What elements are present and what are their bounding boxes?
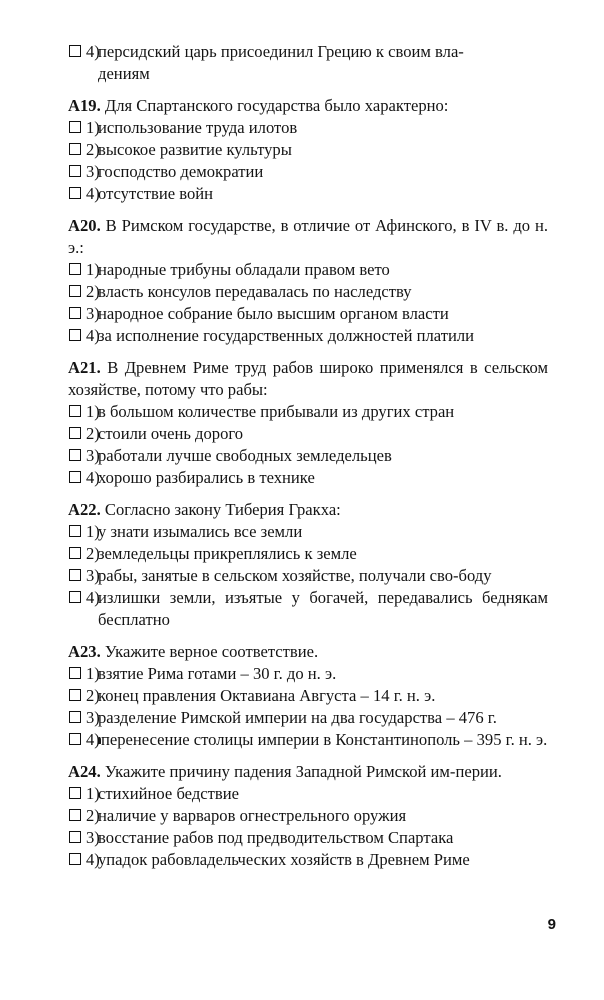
question-text-a21: В Древнем Риме труд рабов широко применялся в сельском хозяйстве, потому что рабы: [68, 358, 548, 399]
empty-checkbox-icon[interactable] [69, 667, 81, 679]
option-number: 4) [86, 730, 100, 749]
option-a22-2[interactable] [68, 543, 548, 565]
option-text: власть консулов передавалась по наследству [98, 282, 412, 301]
option-text: использование труда илотов [98, 118, 298, 137]
option-text: народные трибуны обладали правом вето [98, 260, 390, 279]
option-number: 3) [86, 304, 100, 323]
option-text: перенесение столицы империи в Константинополь – 395 г. н. э. [101, 730, 548, 749]
empty-checkbox-icon[interactable] [69, 471, 81, 483]
option-text: земледельцы прикреплялись к земле [98, 544, 357, 563]
option-number: 3) [86, 566, 100, 585]
option-text: за исполнение государственных должностей платили [98, 326, 475, 345]
option-a21-1[interactable] [68, 401, 548, 423]
question-label-a20: A20. [68, 216, 101, 235]
question-text-a24: Укажите причину падения Западной Римской им-перии. [104, 762, 502, 781]
empty-checkbox-icon[interactable] [69, 547, 81, 559]
empty-checkbox-icon[interactable] [69, 733, 81, 745]
option-a20-1[interactable] [68, 259, 548, 281]
option-number: 4) [86, 184, 100, 203]
option-a20-3[interactable] [68, 303, 548, 325]
option-number: 1) [86, 522, 100, 541]
question-stem-a20 [68, 215, 548, 259]
option-number: 1) [86, 664, 100, 683]
empty-checkbox-icon[interactable] [69, 525, 81, 537]
question-text-a20: В Римском государстве, в отличие от Афинского, в IV в. до н. э.: [68, 216, 548, 257]
question-text-a23: Укажите верное соответствие. [104, 642, 319, 661]
option-number: 1) [86, 402, 100, 421]
option-a24-1[interactable] [68, 783, 548, 805]
option-number: 3) [86, 708, 100, 727]
option-text: хорошо разбирались в технике [98, 468, 315, 487]
question-block-a20 [68, 215, 548, 347]
option-text: народное собрание было высшим органом власти [98, 304, 449, 323]
option-number: 1) [86, 784, 100, 803]
option-text: разделение Римской империи на два государства – 476 г. [98, 708, 497, 727]
empty-checkbox-icon[interactable] [69, 427, 81, 439]
option-a23-3[interactable] [68, 707, 548, 729]
option-a21-3[interactable] [68, 445, 548, 467]
option-a23-1[interactable] [68, 663, 548, 685]
option-text: рабы, занятые в сельском хозяйстве, получали сво-боду [98, 566, 492, 585]
question-text-a22: Согласно закону Тиберия Гракха: [104, 500, 341, 519]
question-label-a22: A22. [68, 500, 101, 519]
option-number: 3) [86, 446, 100, 465]
question-label-a21: A21. [68, 358, 101, 377]
option-text: высокое развитие культуры [98, 140, 292, 159]
empty-checkbox-icon[interactable] [69, 809, 81, 821]
empty-checkbox-icon[interactable] [69, 45, 81, 57]
option-number: 2) [86, 686, 100, 705]
question-stem-a21 [68, 357, 548, 401]
question-label-a24: A24. [68, 762, 101, 781]
option-a19-1[interactable] [68, 117, 548, 139]
question-stem-a23 [68, 641, 548, 663]
option-a23-2[interactable] [68, 685, 548, 707]
empty-checkbox-icon[interactable] [69, 165, 81, 177]
option-a22-1[interactable] [68, 521, 548, 543]
question-text-a19: Для Спартанского государства было характерно: [104, 96, 449, 115]
empty-checkbox-icon[interactable] [69, 711, 81, 723]
empty-checkbox-icon[interactable] [69, 569, 81, 581]
empty-checkbox-icon[interactable] [69, 143, 81, 155]
option-a20-4[interactable] [68, 325, 548, 347]
option-number: 2) [86, 282, 100, 301]
option-number: 1) [86, 260, 100, 279]
option-a19-4[interactable] [68, 183, 548, 205]
question-block-a23 [68, 641, 548, 751]
option-number: 4) [86, 468, 100, 487]
option-number: 2) [86, 544, 100, 563]
carryover-option[interactable] [68, 41, 548, 85]
option-a23-4[interactable] [68, 729, 548, 751]
empty-checkbox-icon[interactable] [69, 831, 81, 843]
option-a22-3[interactable] [68, 565, 548, 587]
option-number: 2) [86, 424, 100, 443]
option-number: 2) [86, 806, 100, 825]
page-content [68, 41, 548, 871]
option-a22-4[interactable] [68, 587, 548, 631]
option-number: 4) [86, 588, 100, 607]
question-stem-a19 [68, 95, 548, 117]
carryover-option-line-2: дениям [98, 64, 150, 83]
empty-checkbox-icon[interactable] [69, 689, 81, 701]
empty-checkbox-icon[interactable] [69, 449, 81, 461]
question-stem-a24 [68, 761, 548, 783]
option-number: 4) [86, 850, 100, 869]
question-stem-a22 [68, 499, 548, 521]
option-number: 3) [86, 162, 100, 181]
option-a24-3[interactable] [68, 827, 548, 849]
question-block-a21 [68, 357, 548, 489]
option-text: господство демократии [98, 162, 264, 181]
empty-checkbox-icon[interactable] [69, 187, 81, 199]
option-text: отсутствие войн [98, 184, 214, 203]
question-block-a24 [68, 761, 548, 871]
option-number: 1) [86, 118, 100, 137]
option-text: взятие Рима готами – 30 г. до н. э. [98, 664, 337, 683]
empty-checkbox-icon[interactable] [69, 121, 81, 133]
option-a19-2[interactable] [68, 139, 548, 161]
option-text: упадок рабовладельческих хозяйств в Древнем Риме [98, 850, 470, 869]
empty-checkbox-icon[interactable] [69, 787, 81, 799]
empty-checkbox-icon[interactable] [69, 853, 81, 865]
question-label-a23: A23. [68, 642, 101, 661]
option-text: стихийное бедствие [98, 784, 239, 803]
option-text: наличие у варваров огнестрельного оружия [98, 806, 407, 825]
option-number: 4) [86, 42, 100, 61]
option-a21-4[interactable] [68, 467, 548, 489]
option-text: у знати изымались все земли [98, 522, 303, 541]
option-a21-2[interactable] [68, 423, 548, 445]
empty-checkbox-icon[interactable] [69, 307, 81, 319]
question-block-a22 [68, 499, 548, 631]
option-text: стоили очень дорого [98, 424, 244, 443]
carryover-option-line-1: персидский царь присоединил Грецию к своим вла- [98, 42, 464, 61]
empty-checkbox-icon[interactable] [69, 263, 81, 275]
empty-checkbox-icon[interactable] [69, 591, 81, 603]
option-number: 4) [86, 326, 100, 345]
empty-checkbox-icon[interactable] [69, 405, 81, 417]
option-text: конец правления Октавиана Августа – 14 г. н. э. [98, 686, 436, 705]
option-number: 2) [86, 140, 100, 159]
option-text: в большом количестве прибывали из других стран [98, 402, 455, 421]
option-a19-3[interactable] [68, 161, 548, 183]
empty-checkbox-icon[interactable] [69, 329, 81, 341]
option-text: работали лучше свободных земледельцев [98, 446, 392, 465]
empty-checkbox-icon[interactable] [69, 285, 81, 297]
option-a24-4[interactable] [68, 849, 548, 871]
question-block-a19 [68, 95, 548, 205]
option-text: восстание рабов под предводительством Спартака [98, 828, 454, 847]
option-text: излишки земли, изъятые у богачей, передавались беднякам бесплатно [98, 588, 548, 629]
page-number: 9 [547, 916, 556, 933]
option-a20-2[interactable] [68, 281, 548, 303]
option-number: 3) [86, 828, 100, 847]
option-a24-2[interactable] [68, 805, 548, 827]
question-label-a19: A19. [68, 96, 101, 115]
